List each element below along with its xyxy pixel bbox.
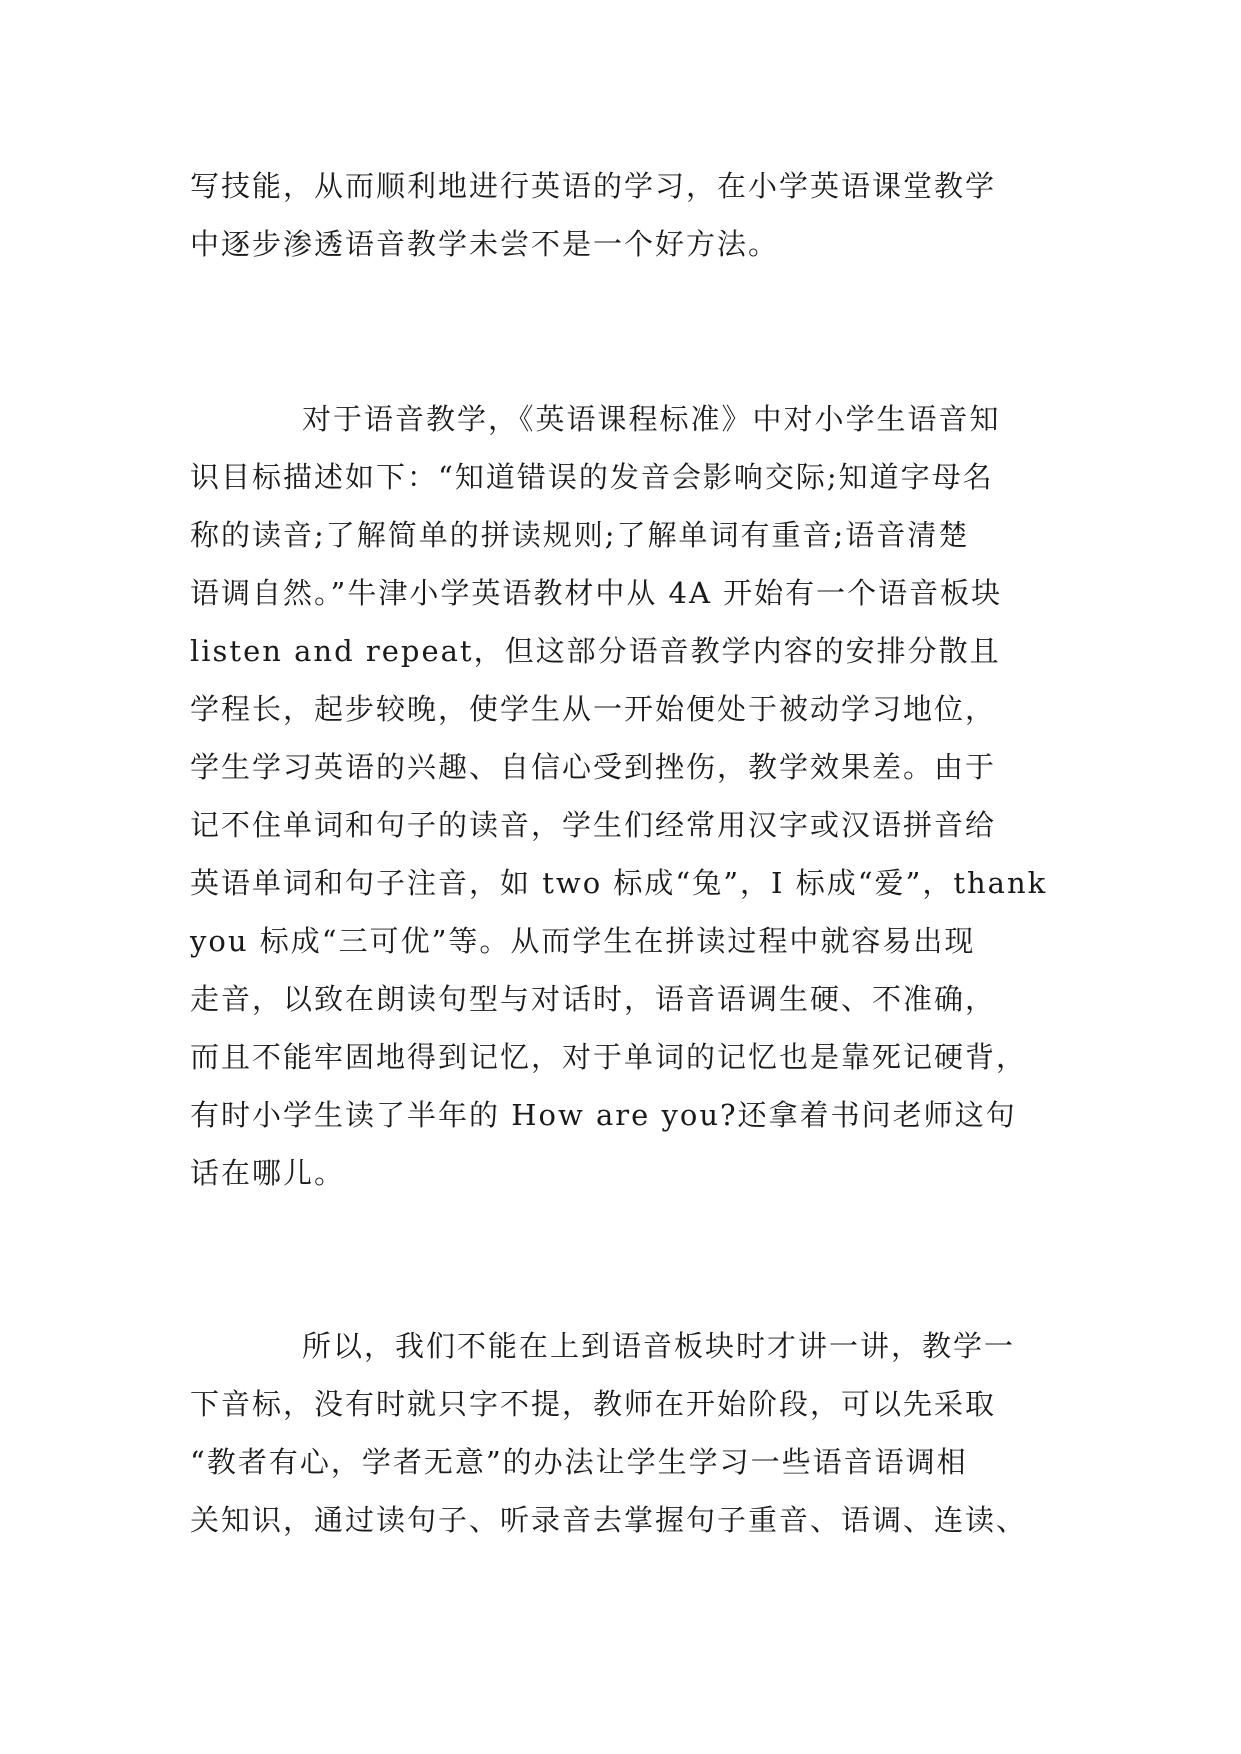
paragraph-1 — [190, 157, 1050, 273]
paragraph-line: 话在哪儿。 — [190, 1156, 346, 1190]
paragraph-line: 称的读音;了解简单的拼读规则;了解单词有重音;语音清楚 — [190, 518, 970, 552]
paragraph-line: 学生学习英语的兴趣、自信心受到挫伤，教学效果差。由于 — [190, 750, 997, 784]
paragraph-line: 学程长，起步较晚，使学生从一开始便处于被动学习地位， — [190, 692, 997, 726]
paragraph-line: 而且不能牢固地得到记忆，对于单词的记忆也是靠死记硬背， — [190, 1040, 1028, 1074]
paragraph-line: 有时小学生读了半年的 How are you?还拿着书问老师这句 — [190, 1098, 1017, 1132]
paragraph-line: 关知识，通过读句子、听录音去掌握句子重音、语调、连读、 — [190, 1503, 1028, 1537]
paragraph-line: 下音标，没有时就只字不提，教师在开始阶段，可以先采取 — [190, 1387, 997, 1421]
paragraph-line: 中逐步渗透语音教学未尝不是一个好方法。 — [190, 227, 780, 261]
paragraph-line: 记不住单词和句子的读音，学生们经常用汉字或汉语拼音给 — [190, 808, 997, 842]
paragraph-line: 语调自然。”牛津小学英语教材中从 4A 开始有一个语音板块 — [190, 576, 1003, 610]
paragraph-line: you 标成“三可优”等。从而学生在拼读过程中就容易出现 — [190, 924, 976, 958]
paragraph-line: 所以，我们不能在上到语音板块时才讲一讲，教学一 — [302, 1329, 1016, 1363]
paragraph-line: 对于语音教学，《英语课程标准》中对小学生语音知 — [302, 402, 1001, 436]
paragraph-3 — [190, 1317, 1050, 1549]
paragraph-line: 识目标描述如下：“知道错误的发音会影响交际;知道字母名 — [190, 460, 994, 494]
paragraph-line: listen and repeat，但这部分语音教学内容的安排分散且 — [190, 634, 1001, 668]
paragraph-line: 走音，以致在朗读句型与对话时，语音语调生硬、不准确， — [190, 982, 997, 1016]
paragraph-line: “教者有心，学者无意”的办法让学生学习一些语音语调相 — [190, 1445, 968, 1479]
paragraph-line: 写技能，从而顺利地进行英语的学习，在小学英语课堂教学 — [190, 169, 997, 203]
paragraph-line: 英语单词和句子注音，如 two 标成“兔”，I 标成“爱”，thank — [190, 866, 1048, 900]
paragraph-2 — [190, 390, 1050, 1202]
